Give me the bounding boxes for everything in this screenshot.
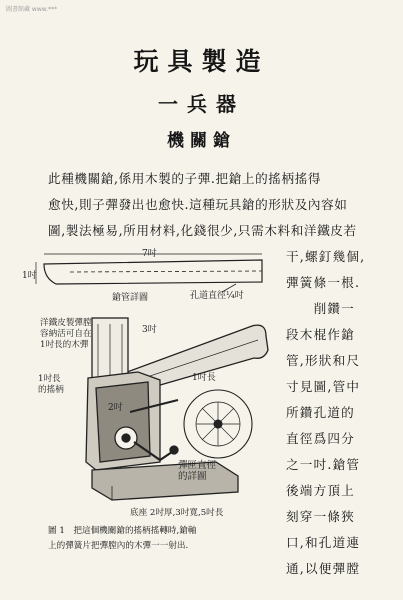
column-line: 直徑爲四分 — [286, 431, 355, 446]
column-line: 刻穿一條狹 — [286, 509, 355, 524]
label-magazine-detail: 彈匣直徑 的詳圖 — [178, 460, 217, 482]
column-line: 所鑽孔道的 — [286, 405, 355, 420]
column-line: 口,和孔道連 — [286, 535, 361, 550]
label-1inch: 1吋 — [22, 271, 37, 281]
barrel-detail-drawing — [36, 254, 262, 292]
label-crank-length: 1吋長 的搖柄 — [38, 374, 64, 395]
column-line: 通,以便彈膛 — [286, 561, 361, 576]
figure-caption-line: 上的彈簧片把彈膛內的木彈一一射出. — [48, 541, 189, 551]
column-line: 干,螺釘幾個, — [286, 249, 366, 264]
magazine-detail-drawing — [184, 390, 252, 458]
paragraph-line: 此種機關鎗,係用木製的子彈.把鎗上的搖柄搖得 — [48, 171, 322, 186]
paragraph-line: 圖,製法極易,所用材料,化錢很少,只需木料和洋鐵皮若 — [48, 223, 357, 238]
watermark: 圖書館藏 www.*** — [6, 6, 57, 13]
page-title: 玩具製造 — [133, 47, 270, 76]
column-line: 管,形狀和尺 — [286, 353, 361, 368]
column-line: 後端方頂上 — [286, 483, 355, 498]
paragraph-line: 愈快,則子彈發出也愈快.這種玩具鎗的形狀及內容如 — [48, 197, 348, 212]
label-barrel-detail: 鎗管詳圖 — [112, 293, 149, 303]
label-7inch: 7吋 — [142, 249, 157, 259]
label-2inch: 2吋 — [108, 403, 123, 413]
column-line: 寸見圖,管中 — [286, 379, 361, 394]
section-heading: 機關鎗 — [167, 131, 236, 151]
column-line: 彈簧條一根. — [286, 275, 361, 290]
chapter-subtitle: 一兵器 — [158, 92, 245, 116]
label-1inch-right: 1吋長 — [192, 373, 216, 383]
label-bore-diameter: 孔道直徑¼吋 — [190, 291, 244, 301]
figure-caption-line: 圖 1 把這個機關鎗的搖柄搖轉時,鎗軸 — [48, 526, 197, 536]
label-magazine-chamber: 洋鐵皮製彈膛 容納活可自在 1吋長的木彈 — [40, 318, 92, 350]
label-base-dimensions: 底座 2吋厚,3吋寬,5吋長 — [130, 508, 224, 518]
column-line: 段木棍作鎗 — [286, 327, 355, 342]
label-3inch: 3吋 — [142, 325, 157, 335]
column-line: 削鑽一 — [286, 301, 355, 316]
column-line: 之一吋.鎗管 — [286, 457, 361, 472]
